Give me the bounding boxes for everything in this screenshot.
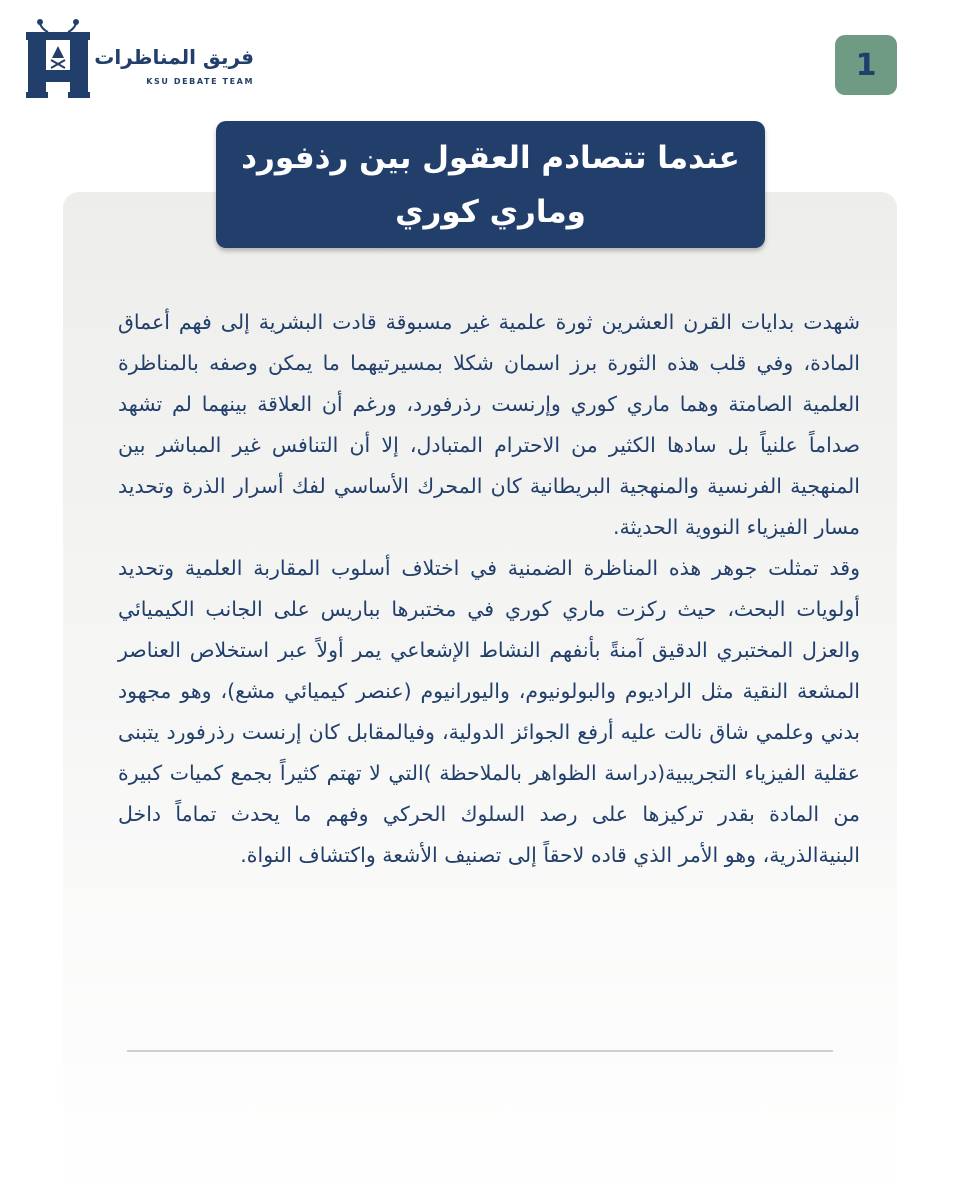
article-body (118, 302, 860, 876)
podium-emblem-icon (26, 18, 90, 100)
logo-arabic-name: فريق المناظرات (94, 45, 254, 69)
bottom-divider (127, 1050, 833, 1052)
page-title: عندما تتصادم العقول بين رذفورد وماري كوري (241, 139, 740, 230)
logo-english-name: KSU DEBATE TEAM (146, 77, 254, 86)
ksu-debate-team-logo (26, 18, 254, 100)
title-banner (216, 121, 765, 248)
page-number-badge: 1 (835, 35, 897, 95)
paragraph-debate: وقد تمثلت جوهر هذه المناظرة الضمنية في اختلاف أسلوب المقاربة العلمية وتحديد أولويات البحث، حيث ركزت ماري كوري في مختبرها بباريس على الجانب الكيميائي والعزل المختبري الدقيق آمنةً بأنفهم النشاط الإشعاعي يمر أولاً عبر استخلاص العناصر المشعة النقية مثل الراديوم والبولونيوم، واليورانيوم (عنصر كيميائي مشع)، وهو مجهود بدني وعلمي شاق نالت عليه أرفع الجوائز الدولية، وفيالمقابل كان إرنست رذرفورد يتبنى عقلية الفيزياء التجريبية(دراسة الظواهر بالملاحظة )التي لا تهتم كثيراً بجمع كميات كبيرة من المادة بقدر تركيزها على رصد السلوك الحركي وفهم ما يحدث تماماً داخل البنيةالذرية، وهو الأمر الذي قاده لاحقاً إلى تصنيف الأشعة واكتشاف النواة. (118, 556, 860, 867)
paragraph-intro: شهدت بدايات القرن العشرين ثورة علمية غير مسبوقة قادت البشرية إلى فهم أعماق المادة، وفي قلب هذه الثورة برز اسمان شكلا بمسيرتيهما ما يمكن وصفه بالمناظرة العلمية الصامتة وهما ماري كوري وإرنست رذرفورد، ورغم أن العلاقة بينهما لم تشهد صداماً علنياً بل سادها الكثير من الاحترام المتبادل، إلا أن التنافس غير المباشر بين المنهجية الفرنسية والمنهجية البريطانية كان المحرك الأساسي لفك أسرار الذرة وتحديد مسار الفيزياء النووية الحديثة. (118, 310, 860, 539)
